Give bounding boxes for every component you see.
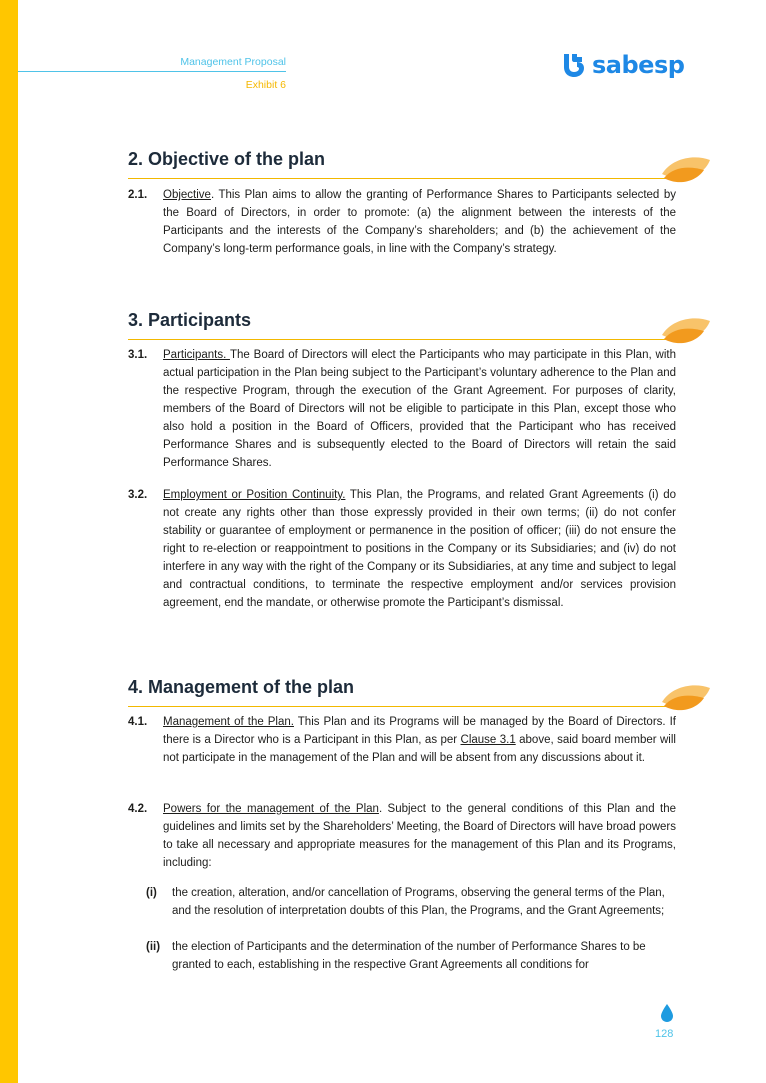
section-title: 3. Participants — [128, 310, 252, 330]
clause-lead: Management of the Plan. — [163, 716, 294, 728]
header-rule — [18, 71, 286, 72]
section-rule — [128, 339, 672, 340]
section-title: 2. Objective of the plan — [128, 149, 326, 169]
clause-4-1 — [128, 713, 676, 767]
clause-lead: Participants. — [163, 349, 230, 361]
section-rule — [128, 706, 672, 707]
clause-reference-link[interactable]: Clause 3.1 — [460, 734, 516, 746]
section-rule — [128, 178, 672, 179]
clause-text: The Board of Directors will elect the Participants who may participate in this Plan, with actual participation in the Plan being subject to the Participant’s voluntary adherence to the Plan and the respective Program, through the execution of the Grant Agreement. For purposes of clarity, members of the Board of Directors will not be eligible to participate in this Plan, except those who also hold a position in the Board of Officers, provided that the Participant who has received Performance Shares and is subsequently elected to the Board of Directors will retain the said Performance Shares. — [163, 349, 676, 469]
clause-2-1 — [128, 186, 676, 258]
clause-number: 4.2. — [128, 803, 148, 815]
item-number: (ii) — [146, 941, 161, 953]
item-number: (i) — [146, 887, 157, 899]
clause-lead: Employment or Position Continuity. — [163, 489, 346, 501]
clause-number: 3.2. — [128, 489, 148, 501]
water-drop-icon — [660, 1003, 674, 1023]
clause-text: This Plan, the Programs, and related Grant Agreements (i) do not create any rights other than those expressly provided in their own terms; (ii) do not confer stability or guarantee of employment or permanence in the position of officer; (iii) do not ensure the right to re-election or reappointment to positions in the Company or its Subsidiaries; and (iv) do not interfere in any way with the right of the Company or its Subsidiaries, at any time and subject to legal and contractual conditions, to terminate the respective employment and/or services provision agreement, end the mandate, or otherwise promote the Participant’s dismissal. — [163, 489, 676, 609]
clause-text: This Plan and its Programs will be managed by the Board of Directors. If there is a Director who is a Participant in this Plan, as per — [163, 716, 677, 746]
header-exhibit: Exhibit 6 — [245, 79, 286, 91]
clause-3-1 — [128, 346, 676, 472]
item-text: the election of Participants and the determination of the number of Performance Shares to be granted to each, establishing in the respective Grant Agreements all conditions for — [172, 941, 646, 971]
side-accent-bar — [0, 0, 18, 1083]
leaf-decoration-icon — [660, 682, 712, 716]
clause-number: 2.1. — [128, 189, 148, 201]
clause-text: . This Plan aims to allow the granting of Performance Shares to Participants selected by the Board of Directors, in order to promote: (a) the alignment between the interests of the Participants and the interests of the Company’s shareholders; and (b) the achievement of the Company’s long-term performance goals, in line with the Company’s strategy. — [163, 189, 676, 255]
logo-icon — [560, 51, 588, 79]
clause-text: above, said board member will not participate in the management of the Plan and will be absent from any discussions about it. — [163, 734, 676, 764]
clause-4-2 — [128, 800, 676, 872]
page-number: 128 — [655, 1028, 674, 1040]
clause-lead: Objective — [163, 189, 211, 201]
clause-number: 3.1. — [128, 349, 148, 361]
sabesp-logo — [560, 50, 684, 80]
clause-lead: Powers for the management of the Plan — [163, 803, 379, 815]
section-objective — [128, 148, 710, 170]
leaf-decoration-icon — [660, 154, 712, 188]
section-title: 4. Management of the plan — [128, 677, 355, 697]
clause-text: . Subject to the general conditions of this Plan and the guidelines and limits set by the Shareholders’ Meeting, the Board of Directors will have broad powers to take all necessary and appropriate measures for the management of this Plan and its Programs, including: — [163, 803, 676, 869]
section-participants — [128, 309, 710, 331]
list-item-i — [146, 884, 666, 920]
item-text: the creation, alteration, and/or cancellation of Programs, observing the general terms of the Plan, and the resolution of interpretation doubts of this Plan, the Programs, and the Grant Agreements; — [172, 887, 665, 917]
leaf-decoration-icon — [660, 315, 712, 349]
clause-3-2 — [128, 486, 676, 612]
clause-number: 4.1. — [128, 716, 148, 728]
list-item-ii — [146, 938, 666, 974]
section-management — [128, 676, 710, 698]
logo-text: sabesp — [592, 51, 685, 79]
header-title: Management Proposal — [180, 56, 286, 68]
